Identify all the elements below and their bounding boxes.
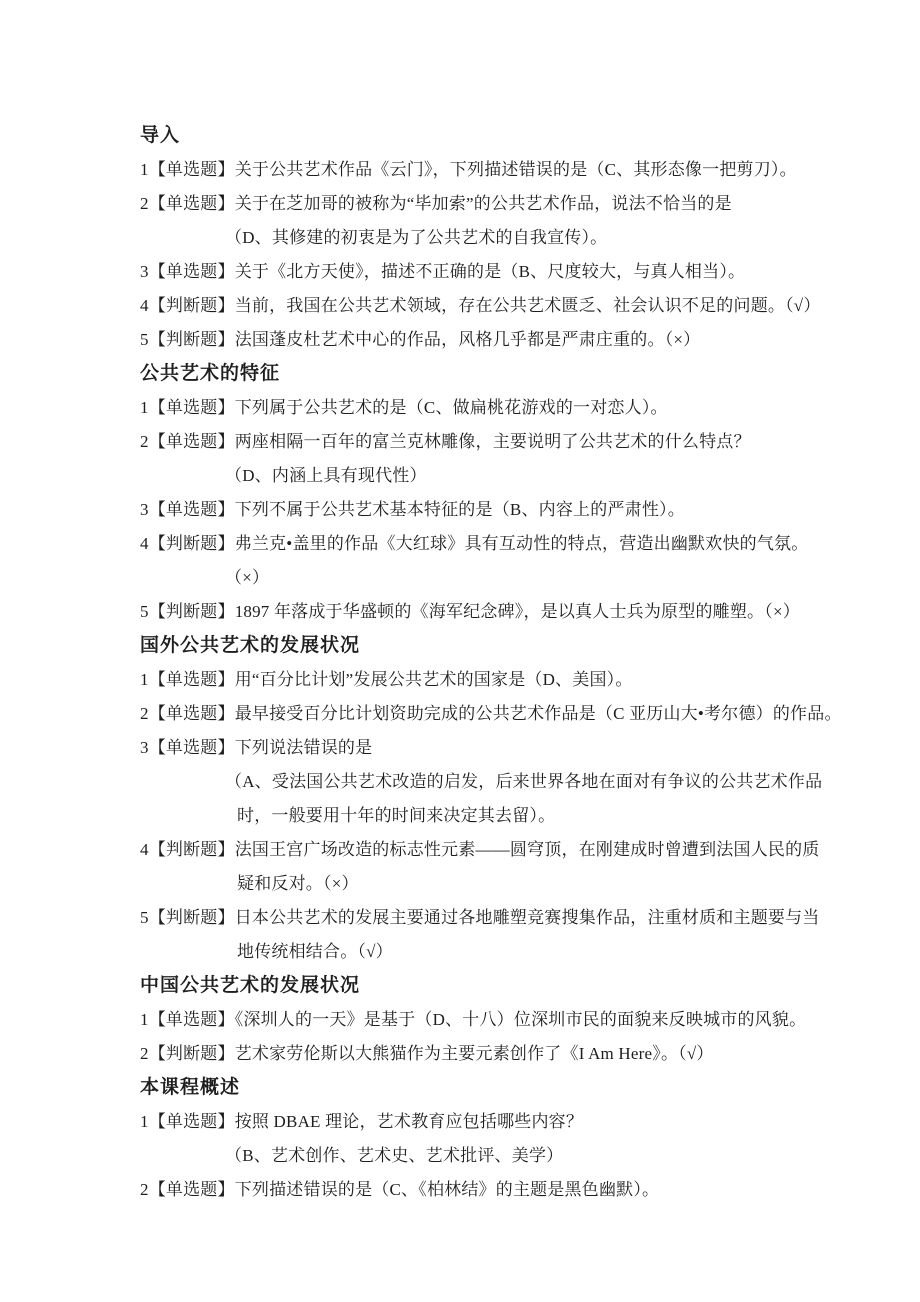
question-line: （D、内涵上具有现代性） bbox=[225, 466, 427, 485]
question-line: 1【单选题】按照 DBAE 理论，艺术教育应包括哪些内容？ bbox=[140, 1112, 584, 1131]
question-line: 地传统相结合。（√） bbox=[237, 942, 393, 961]
section-heading: 导入 bbox=[140, 125, 181, 146]
question-line: 1【单选题】用“百分比计划”发展公共艺术的国家是（D、美国）。 bbox=[140, 670, 633, 689]
question-line: 3【单选题】下列不属于公共艺术基本特征的是（B、内容上的严肃性）。 bbox=[140, 500, 685, 519]
question-line: 1【单选题】下列属于公共艺术的是（C、做扁桃花游戏的一对恋人）。 bbox=[140, 398, 668, 417]
question-line: 疑和反对。（×） bbox=[237, 874, 359, 893]
question-line: 5【判断题】法国蓬皮杜艺术中心的作品，风格几乎都是严肃庄重的。（×） bbox=[140, 330, 701, 349]
question-line: 时，一般要用十年的时间来决定其去留）。 bbox=[237, 806, 556, 825]
question-line: 2【判断题】艺术家劳伦斯以大熊猫作为主要元素创作了《I Am Here》。（√） bbox=[140, 1044, 714, 1063]
question-line: （B、艺术创作、艺术史、艺术批评、美学） bbox=[225, 1146, 564, 1165]
question-line: （×） bbox=[225, 568, 270, 587]
question-line: （D、其修建的初衷是为了公共艺术的自我宣传）。 bbox=[225, 228, 608, 247]
question-line: 2【单选题】下列描述错误的是（C、《柏林结》的主题是黑色幽默）。 bbox=[140, 1180, 660, 1199]
question-line: 2【单选题】关于在芝加哥的被称为“毕加索”的公共艺术作品，说法不恰当的是 bbox=[140, 194, 732, 213]
question-line: 3【单选题】下列说法错误的是 bbox=[140, 738, 373, 757]
question-line: 4【判断题】当前，我国在公共艺术领域，存在公共艺术匮乏、社会认识不足的问题。（√） bbox=[140, 296, 821, 315]
question-line: （A、受法国公共艺术改造的启发，后来世界各地在面对有争议的公共艺术作品 bbox=[225, 772, 823, 791]
question-line: 2【单选题】两座相隔一百年的富兰克林雕像，主要说明了公共艺术的什么特点？ bbox=[140, 432, 751, 451]
question-line: 4【判断题】法国王宫广场改造的标志性元素——圆穹顶，在刚建成时曾遭到法国人民的质 bbox=[140, 840, 820, 859]
section-heading: 中国公共艺术的发展状况 bbox=[140, 975, 361, 996]
question-line: 5【判断题】日本公共艺术的发展主要通过各地雕塑竞赛搜集作品，注重材质和主题要与当 bbox=[140, 908, 820, 927]
question-line: 5【判断题】1897 年落成于华盛顿的《海军纪念碑》，是以真人士兵为原型的雕塑。（×） bbox=[140, 602, 800, 621]
question-line: 1【单选题】关于公共艺术作品《云门》，下列描述错误的是（C、其形态像一把剪刀）。 bbox=[140, 160, 797, 179]
section-heading: 公共艺术的特征 bbox=[140, 363, 281, 384]
question-line: 2【单选题】最早接受百分比计划资助完成的公共艺术作品是（C 亚历山大•考尔德）的作品。 bbox=[140, 704, 842, 723]
section-heading: 国外公共艺术的发展状况 bbox=[140, 635, 361, 656]
section-heading: 本课程概述 bbox=[140, 1077, 241, 1098]
question-line: 3【单选题】关于《北方天使》，描述不正确的是（B、尺度较大，与真人相当）。 bbox=[140, 262, 746, 281]
question-line: 4【判断题】弗兰克•盖里的作品《大红球》具有互动性的特点，营造出幽默欢快的气氛。 bbox=[140, 534, 809, 553]
question-line: 1【单选题】《深圳人的一天》是基于（D、十八）位深圳市民的面貌来反映城市的风貌。 bbox=[140, 1010, 807, 1029]
